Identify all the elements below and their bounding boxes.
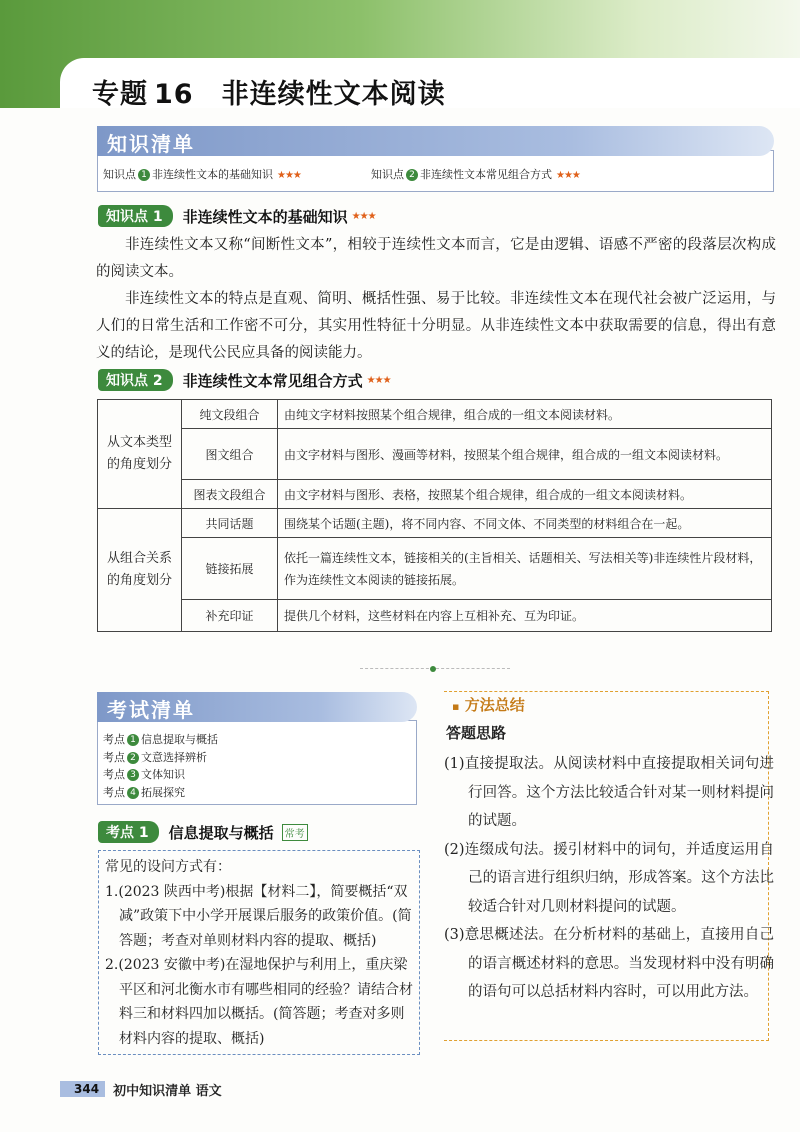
exam-list-header: 考试清单 xyxy=(97,692,417,722)
exam-list-item: 考点 4 拓展探究 xyxy=(103,785,185,799)
method-item: (3)意思概述法。在分析材料的基础上，直接用自己的语言概述材料的意思。当发现材料中没有明确的语句可以总括材料内容时，可以用此方法。 xyxy=(444,927,774,1000)
star-icon: ★★★ xyxy=(277,170,301,181)
question-item: 1.(2023 陕西中考)根据【材料二】，简要概括“双减”政策下中小学开展课后服务的政策价值。(简答题；考查对单则材料内容的提取、概括) xyxy=(105,883,412,949)
knowledge-list-item: 知识点 1 非连续性文本的基础知识 ★★★ xyxy=(103,168,301,181)
exam-list-item: 考点 3 文体知识 xyxy=(103,768,185,781)
frequent-badge: 常考 xyxy=(282,824,308,841)
desc-cell: 由纯文字材料按照某个组合规律，组合成的一组文本阅读材料。 xyxy=(278,400,772,429)
kp1-paragraph-2: 非连续性文本的特点是直观、简明、概括性强、易于比较。非连续性文本在现代社会被广泛运用，与人们的日常生活和工作密不可分，其实用性特征十分明显。从非连续性文本中获取需要的信息，得出有意义的结论，是现代公民应具备的阅读能力。 xyxy=(96,291,776,361)
table-row xyxy=(98,429,772,480)
page-title: 专题 16 非连续性文本阅读 xyxy=(92,79,446,110)
desc-cell: 围绕某个话题(主题)，将不同内容、不同文体、不同类型的材料组合在一起。 xyxy=(278,509,772,538)
method-title: 答题思路 xyxy=(446,724,507,742)
group-cell: 从组合关系的角度划分 xyxy=(98,509,182,632)
type-cell: 图文组合 xyxy=(182,429,278,480)
method-tag: ▪ 方法总结 xyxy=(452,696,525,714)
exam-list-item: 考点 2 文意选择辨析 xyxy=(103,750,207,764)
question-intro: 常见的设问方式有： xyxy=(105,859,231,875)
type-cell: 纯文段组合 xyxy=(182,400,278,429)
kp2-heading: 知识点 2 非连续性文本常见组合方式 ★★★ xyxy=(98,369,391,391)
page-footer xyxy=(60,1079,230,1099)
type-cell: 图表文段组合 xyxy=(182,480,278,509)
type-cell: 链接拓展 xyxy=(182,538,278,600)
exam-list-item: 考点 1 信息提取与概括 xyxy=(103,733,218,746)
desc-cell: 由文字材料与图形、表格，按照某个组合规律，组合成的一组文本阅读材料。 xyxy=(278,480,772,509)
desc-cell: 依托一篇连续性文本，链接相关的(主旨相关、话题相关、写法相关等)非连续性片段材料，作为连续性文本阅读的链接拓展。 xyxy=(278,538,772,600)
desc-cell: 提供几个材料，这些材料在内容上互相补充、互为印证。 xyxy=(278,600,772,632)
star-icon: ★★★ xyxy=(351,210,376,222)
type-cell: 补充印证 xyxy=(182,600,278,632)
section-divider xyxy=(360,668,510,669)
page-number: 344 xyxy=(60,1081,105,1097)
ep1-heading: 考点 1 信息提取与概括 常考 xyxy=(98,821,308,843)
table-row xyxy=(98,600,772,632)
group-cell: 从文本类型的角度划分 xyxy=(98,400,182,509)
table-row xyxy=(98,480,772,509)
type-cell: 共同话题 xyxy=(182,509,278,538)
method-item: (2)连缀成句法。援引材料中的词句，并适度运用自己的语言进行组织归纳，形成答案。这个方法比较适合针对几则材料提问的试题。 xyxy=(444,841,774,915)
table-row xyxy=(98,400,772,429)
knowledge-list-item: 知识点 2 非连续性文本常见组合方式 ★★★ xyxy=(371,168,580,181)
combination-table xyxy=(97,399,772,632)
table-row xyxy=(98,509,772,538)
question-item: 2.(2023 安徽中考)在湿地保护与利用上，重庆梁平区和河北衡水市有哪些相同的经验？请结合材料三和材料四加以概括。(简答题；考查对多则材料内容的提取、概括) xyxy=(105,957,413,1047)
kp1-heading: 知识点 1 非连续性文本的基础知识 ★★★ xyxy=(98,205,376,227)
book-title: 初中知识清单 语文 xyxy=(113,1083,222,1099)
kp1-paragraph-1: 非连续性文本又称“间断性文本”，相较于连续性文本而言，它是由逻辑、语感不严密的段落层次构成的阅读文本。 xyxy=(96,237,776,280)
star-icon: ★★★ xyxy=(556,170,580,181)
question-box xyxy=(98,850,420,1055)
exam-list-items xyxy=(103,731,218,801)
desc-cell: 由文字材料与图形、漫画等材料，按照某个组合规律，组合成的一组文本阅读材料。 xyxy=(278,429,772,480)
star-icon: ★★★ xyxy=(366,374,391,386)
flag-icon: ▪ xyxy=(452,700,460,713)
method-item: (1)直接提取法。从阅读材料中直接提取相关词句进行回答。这个方法比较适合针对某一则材料提问的试题。 xyxy=(444,756,774,829)
knowledge-list-header: 知识清单 xyxy=(97,126,774,156)
method-body xyxy=(444,750,774,1007)
table-row xyxy=(98,538,772,600)
